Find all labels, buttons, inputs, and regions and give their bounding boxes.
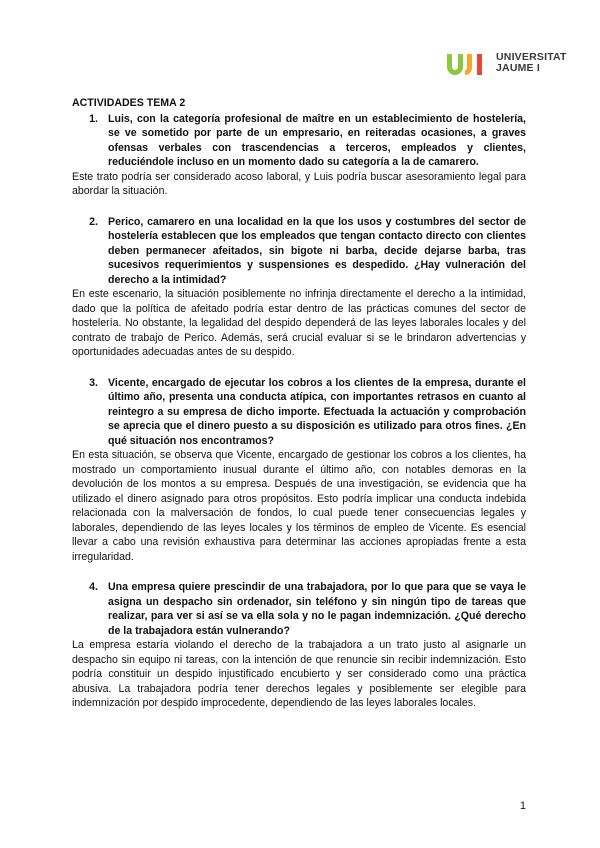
university-name xyxy=(496,52,567,74)
university-logo xyxy=(446,52,576,78)
question-text: Luis, con la categoría profesional de maître en un establecimiento de hostelería, se ve sometido por parte de un empresario, en reiteradas ocasiones, a graves ofensas verbales con trascendencias a terceros, empleados y clientes, reduciéndole incluso en un momento dado su categoría a la de camarero. xyxy=(108,112,526,168)
document-body xyxy=(72,96,526,711)
question-1 xyxy=(72,112,526,170)
logo-j-mark xyxy=(465,54,472,75)
university-name-line2: JAUME I xyxy=(496,62,540,74)
question-number: 4. xyxy=(89,581,98,593)
document-heading: ACTIVIDADES TEMA 2 xyxy=(72,97,186,109)
question-4 xyxy=(72,580,526,638)
question-3 xyxy=(72,376,526,449)
question-text: Vicente, encargado de ejecutar los cobros a los clientes de la empresa, durante el último año, presenta una conducta atípica, con importantes retrasos en cuanto al reintegro a su empresa de dicho importe. Efectuada la actuación y comprobación se aprecia que el dinero puesto a su disposición es utilizado para otros fines. ¿En qué situación nos encontramos? xyxy=(108,376,526,447)
answer-3: En esta situación, se observa que Vicente, encargado de gestionar los cobros a los clientes, ha mostrado un comportamiento inusual durante el último año, con notables demoras en la devolución de los montos a su empresa. Después de una investigación, se evidencia que ha utilizado el dinero asignado para otros propósitos. Esto podría implicar una conducta indebida relacionada con la malversación de fondos, lo cual puede tener consecuencias legales y laborales, dependiendo de las leyes locales y los términos de empleo de Vicente. Es esencial llevar a cabo una revisión exhaustiva para determinar las acciones apropiadas frente a esta irregularidad. xyxy=(72,449,526,563)
logo-i-mark xyxy=(477,54,482,75)
answer-1: Este trato podría ser considerado acoso laboral, y Luis podría buscar asesoramiento legal para abordar la situación. xyxy=(72,170,526,197)
question-number: 3. xyxy=(89,376,98,389)
answer-4: La empresa estaría violando el derecho de la trabajadora a un trato justo al asignarle un despacho sin equipo ni tareas, con la intención de que renuncie sin recibir indemnización. Esto podría constituir un despido injustificado encubierto y ser considerado como una práctica abusiva. La trabajadora podría tener derechos legales y posiblemente ser elegible para indemnización por despido improcedente, dependiendo de las leyes laborales locales. xyxy=(72,639,526,709)
question-number: 1. xyxy=(89,112,98,125)
question-2 xyxy=(72,215,526,288)
answer-2: En este escenario, la situación posiblemente no infrinja directamente el derecho a la intimidad, dado que la política de afeitado podría estar dentro de las prácticas comunes del sector de hostelería. No obstante, la legalidad del despido dependerá de las leyes laborales locales y del contrato de trabajo de Perico. Además, será crucial evaluar si se le brindaron advertencias y oportunidades adecuadas antes de su despido. xyxy=(72,288,526,358)
question-text: Perico, camarero en una localidad en la que los usos y costumbres del sector de hostelería establecen que los empleados que tengan contacto directo con clientes deben permanecer afeitados, sin bigote ni barba, decide dejarse barba, tras sucesivos requerimientos y suspensiones es despedido. ¿Hay vulneración del derecho a la intimidad? xyxy=(108,215,526,286)
university-name-line1: UNIVERSITAT xyxy=(496,51,567,63)
logo-u-mark xyxy=(447,54,463,75)
question-text: Una empresa quiere prescindir de una trabajadora, por lo que para que se vaya le asigna un despacho sin ordenador, sin teléfono y sin ningún tipo de tareas que realizar, para ver si así se va ella sola y no le pagan indemnización. ¿Qué derecho de la trabajadora están vulnerando? xyxy=(108,581,526,637)
uji-logo-icon xyxy=(446,54,492,76)
question-number: 2. xyxy=(89,215,98,228)
page-number: 1 xyxy=(520,800,526,812)
